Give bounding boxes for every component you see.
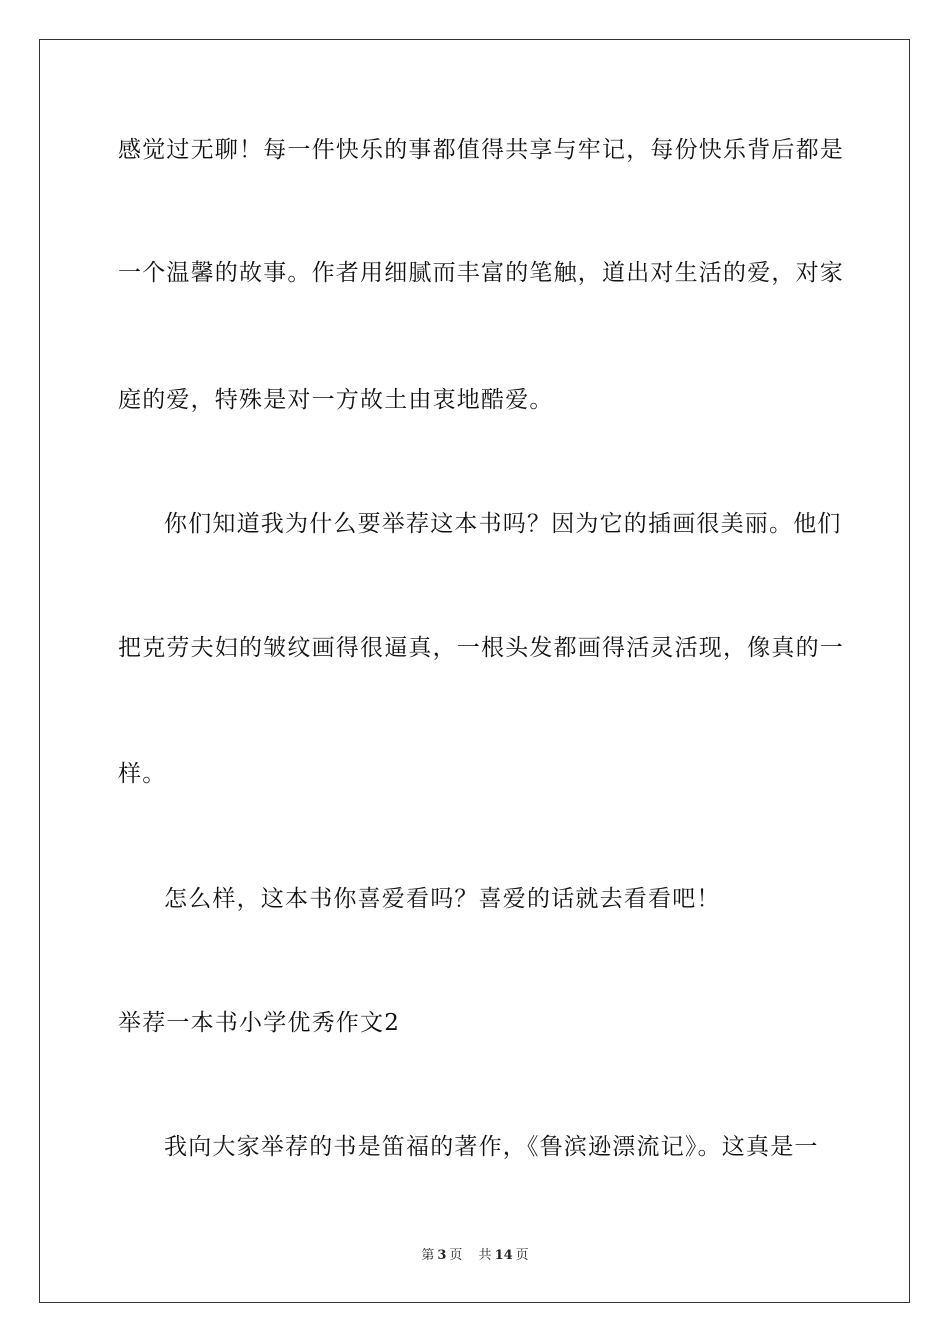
body-line-9: 我向大家举荐的书是笛福的著作，《鲁滨逊漂流记》。这真是一 bbox=[164, 1134, 819, 1160]
body-line-3: 庭的爱，特殊是对一方故土由衷地酷爱。 bbox=[118, 387, 554, 413]
page-footer bbox=[0, 1247, 950, 1265]
body-line-2: 一个温馨的故事。作者用细腻而丰富的笔触，道出对生活的爱，对家 bbox=[118, 260, 844, 286]
section-heading: 举荐一本书小学优秀作文2 bbox=[118, 1010, 401, 1036]
page-border bbox=[39, 39, 910, 1303]
body-line-5: 把克劳夫妇的皱纹画得很逼真，一根头发都画得活灵活现，像真的一 bbox=[118, 635, 844, 661]
body-line-7: 怎么样，这本书你喜爱看吗？喜爱的话就去看看吧！ bbox=[164, 886, 721, 912]
body-line-1: 感觉过无聊！每一件快乐的事都值得共享与牢记，每份快乐背后都是 bbox=[118, 137, 844, 163]
total-pages-indicator: 共 14 页 bbox=[478, 1248, 529, 1263]
page-indicator: 第 3 页 bbox=[421, 1248, 463, 1263]
body-line-6: 样。 bbox=[118, 761, 167, 787]
body-line-4: 你们知道我为什么要举荐这本书吗？因为它的插画很美丽。他们 bbox=[164, 511, 842, 537]
